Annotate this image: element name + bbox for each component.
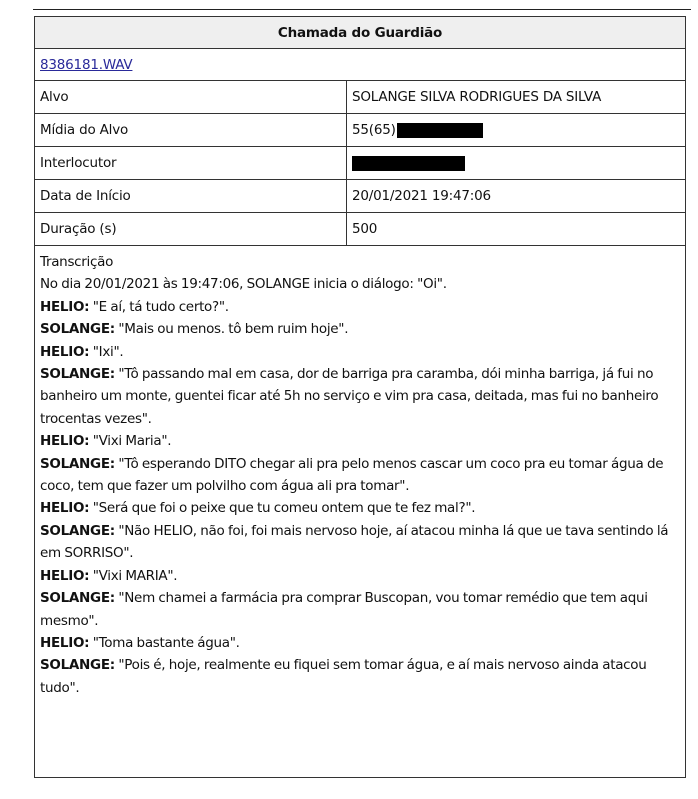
- utterance: "Vixi Maria".: [89, 433, 172, 450]
- speaker-name: SOLANGE:: [40, 522, 115, 539]
- transcript-line: [40, 654, 680, 699]
- document-title: Chamada do Guardião: [35, 17, 686, 49]
- utterance: "Mais ou menos. tô bem ruim hoje".: [114, 321, 349, 338]
- transcript-row: [35, 246, 686, 778]
- transcript-heading: Transcrição: [40, 254, 114, 270]
- utterance: "Não HELIO, não foi, foi mais nervoso hoje, aí atacou minha lá que ue tava sentindo lá em SORRISO".: [40, 522, 669, 562]
- field-row-data: [35, 180, 686, 213]
- field-label: Alvo: [35, 81, 347, 114]
- transcript-line: [40, 497, 680, 519]
- speaker-name: HELIO:: [40, 298, 90, 315]
- transcript-line: [40, 363, 680, 430]
- speaker-name: SOLANGE:: [40, 321, 115, 338]
- call-record-table: [34, 16, 686, 778]
- utterance: "Será que foi o peixe que tu comeu ontem que te fez mal?".: [89, 500, 476, 517]
- redaction-bar: [397, 123, 483, 138]
- transcript-line: [40, 430, 680, 452]
- field-value: 55(65): [352, 122, 396, 138]
- utterance: "Toma bastante água".: [89, 634, 240, 651]
- field-label: Interlocutor: [35, 147, 347, 180]
- speaker-name: HELIO:: [40, 343, 90, 360]
- utterance: "Tô esperando DITO chegar ali pra pelo menos cascar um coco pra eu tomar água de coco, tem que fazer um polvilho com água ali pra tomar".: [40, 455, 664, 495]
- transcript-line: [40, 453, 680, 498]
- transcript-line: [40, 565, 680, 587]
- speaker-name: SOLANGE:: [40, 657, 115, 674]
- field-row-alvo: [35, 81, 686, 114]
- field-value: 500: [347, 213, 686, 246]
- utterance: "Pois é, hoje, realmente eu fiquei sem tomar água, e aí mais nervoso ainda atacou tudo".: [40, 657, 647, 696]
- redaction-bar: [352, 156, 465, 171]
- speaker-name: SOLANGE:: [40, 366, 115, 383]
- transcript-cell: [35, 246, 686, 778]
- transcript-line: [40, 296, 680, 318]
- transcript-line: [40, 341, 680, 363]
- speaker-name: HELIO:: [40, 500, 90, 517]
- utterance: "Vixi MARIA".: [89, 567, 178, 584]
- field-row-midia: [35, 114, 686, 147]
- field-label: Mídia do Alvo: [35, 114, 347, 147]
- field-value: 20/01/2021 19:47:06: [347, 180, 686, 213]
- utterance: "Tô passando mal em casa, dor de barriga pra caramba, dói minha barriga, já fui no banheiro um monte, guentei ficar até 5h no serviço e vim pra casa, deitada, mas fui no banheiro trocentas vezes".: [40, 366, 659, 427]
- speaker-name: HELIO:: [40, 433, 90, 450]
- utterance: "Nem chamei a farmácia pra comprar Buscopan, vou tomar remédio que tem aqui mesmo".: [40, 590, 648, 629]
- speaker-name: SOLANGE:: [40, 590, 115, 607]
- audio-file-link[interactable]: 8386181.WAV: [40, 56, 133, 73]
- field-value: SOLANGE SILVA RODRIGUES DA SILVA: [347, 81, 686, 114]
- top-rule: [33, 9, 691, 10]
- transcript-line: [40, 520, 680, 565]
- transcript-line: [40, 318, 680, 340]
- field-value-cell: [347, 147, 686, 180]
- field-row-interlocutor: [35, 147, 686, 180]
- utterance: "E aí, tá tudo certo?".: [89, 298, 229, 315]
- transcript-line: [40, 632, 680, 654]
- transcript-intro: No dia 20/01/2021 às 19:47:06, SOLANGE inicia o diálogo: "Oi".: [40, 276, 447, 293]
- field-label: Duração (s): [35, 213, 347, 246]
- transcript-line: [40, 587, 680, 632]
- file-cell: [35, 49, 686, 81]
- field-label: Data de Início: [35, 180, 347, 213]
- title-row: [35, 17, 686, 49]
- utterance: "Ixi".: [89, 343, 124, 360]
- field-row-duracao: [35, 213, 686, 246]
- file-row: [35, 49, 686, 81]
- speaker-name: HELIO:: [40, 634, 90, 651]
- speaker-name: SOLANGE:: [40, 455, 115, 472]
- field-value-cell: [347, 114, 686, 147]
- speaker-name: HELIO:: [40, 567, 90, 584]
